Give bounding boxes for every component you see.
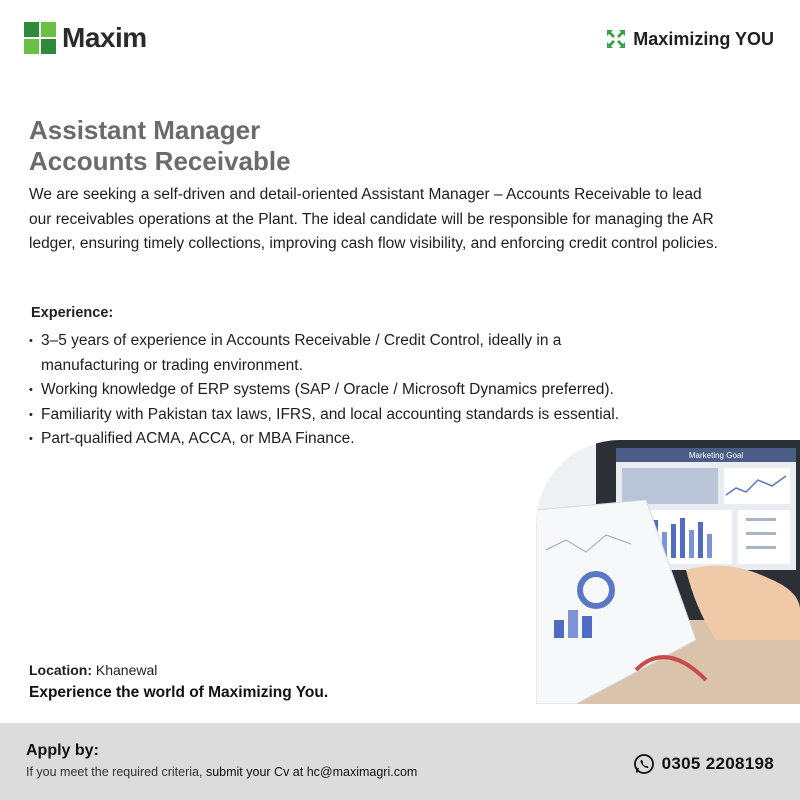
- logo-text: Maxim: [62, 22, 147, 53]
- location-label: Location:: [29, 662, 92, 678]
- job-title-line2: Accounts Receivable: [29, 146, 291, 176]
- location: [29, 662, 157, 678]
- logo-mark-icon: [24, 22, 56, 54]
- experience-list: [29, 329, 679, 452]
- list-item: • Working knowledge of ERP systems (SAP / Oracle / Microsoft Dynamics preferred).: [29, 378, 679, 403]
- whatsapp-icon: [633, 753, 655, 775]
- tagline: [605, 28, 774, 50]
- job-intro: We are seeking a self-driven and detail-oriented Assistant Manager – Accounts Receivable to lead our receivables operations at the Plant. The ideal candidate will be responsible for managing the AR ledger, ensuring timely collections, improving cash flow visibility, and enforcing credit control policies.: [29, 186, 718, 252]
- location-value: Khanewal: [95, 662, 158, 678]
- apply-email-link[interactable]: submit your Cv at hc@maximagri.com: [205, 765, 418, 779]
- phone-number: 0305 2208198: [661, 754, 774, 773]
- screen-title: Marketing Goal: [688, 451, 744, 460]
- list-item: • Familiarity with Pakistan tax laws, IFRS, and local accounting standards is essential.: [29, 403, 679, 428]
- maximize-arrows-icon: [605, 28, 627, 50]
- tagline-text: Maximizing YOU: [633, 28, 774, 49]
- phone-contact[interactable]: [633, 753, 774, 775]
- laptop-analytics-photo: [536, 440, 800, 704]
- job-title-line1: Assistant Manager: [29, 115, 261, 145]
- list-item: • Part-qualified ACMA, ACCA, or MBA Finance.: [29, 427, 679, 452]
- experience-heading: Experience:: [31, 305, 114, 321]
- apply-instructions: [26, 765, 417, 779]
- apply-text: If you meet the required criteria,: [26, 765, 203, 779]
- apply-heading: Apply by:: [26, 742, 99, 759]
- slogan: Experience the world of Maximizing You.: [29, 684, 329, 701]
- job-title: [29, 115, 291, 177]
- list-item: • 3–5 years of experience in Accounts Receivable / Credit Control, ideally in a manufacturing or trading environment.: [29, 329, 581, 378]
- maxim-logo: [24, 22, 147, 54]
